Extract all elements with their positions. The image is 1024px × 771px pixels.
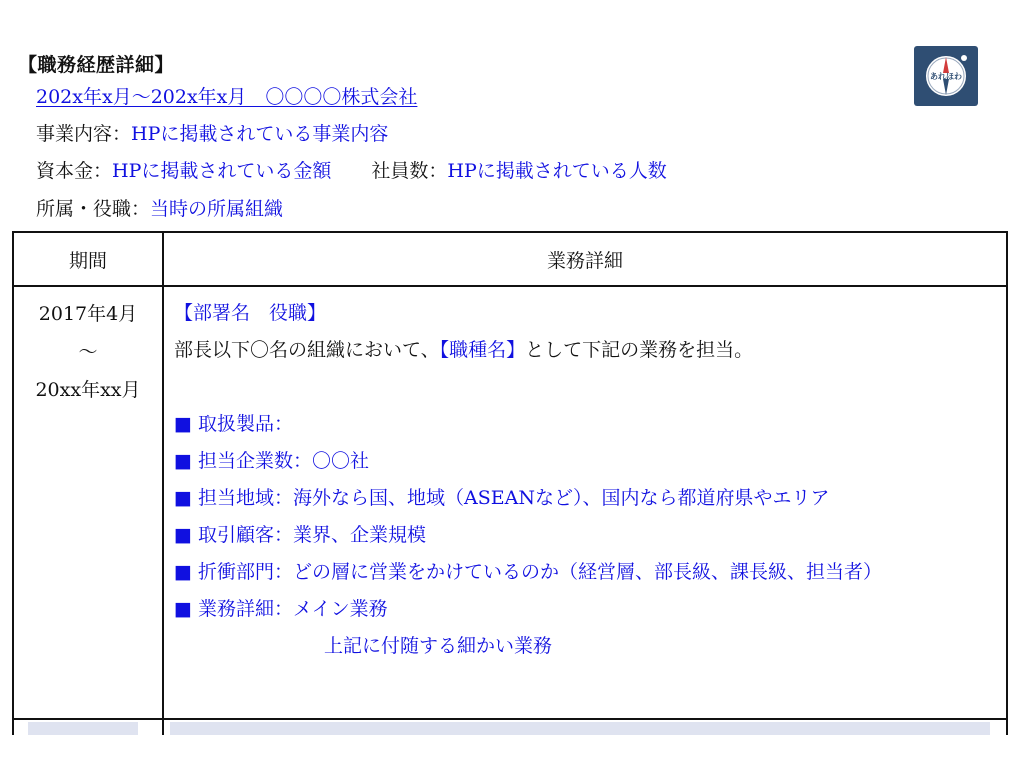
period-start: 2017年4月	[38, 303, 138, 325]
bullet-item: ■ 担当地域：海外なら国、地域（ASEANなど）、国内なら都道府県やエリア	[174, 487, 830, 509]
affiliation-line	[36, 196, 283, 222]
capital-employees-line	[36, 158, 667, 184]
bullet-item: ■ 取引顧客：業界、企業規模	[174, 524, 426, 546]
table-row	[13, 286, 1007, 719]
employees-value: HPに掲載されている人数	[447, 160, 667, 182]
company-period-line	[36, 84, 417, 110]
business-label: 事業内容：	[36, 123, 132, 145]
table-header-row	[13, 232, 1007, 286]
bullet-item: ■ 取扱製品：	[174, 413, 293, 435]
affiliation-value: 当時の所属組織	[150, 198, 284, 220]
bullet-sub-item: 上記に付随する細かい業務	[324, 635, 553, 657]
period-separator: 〜	[78, 341, 98, 363]
dept-title: 【部署名 役職】	[174, 302, 327, 324]
business-value: HPに掲載されている事業内容	[131, 123, 389, 145]
period-cell	[13, 286, 163, 719]
bullet-item: ■ 折衝部門：どの層に営業をかけているのか（経営層、部長級、課長級、担当者）	[174, 561, 882, 583]
company-logo	[914, 46, 978, 106]
affiliation-label: 所属・役職：	[36, 198, 151, 220]
summary-post: として下記の業務を担当。	[525, 339, 754, 361]
bullet-item: ■ 業務詳細：メイン業務	[174, 598, 388, 620]
company-period-text: 202x年x月〜202x年x月 〇〇〇〇株式会社	[36, 86, 418, 108]
business-line	[36, 121, 388, 147]
header-details: 業務詳細	[163, 232, 1007, 286]
details-cell	[163, 286, 1007, 719]
employees-label: 社員数：	[371, 160, 448, 182]
svg-text:あれほわ: あれほわ	[930, 72, 962, 81]
compass-icon	[914, 46, 978, 106]
capital-label: 資本金：	[36, 160, 113, 182]
summary-line	[174, 332, 1006, 369]
capital-value: HPに掲載されている金額	[112, 160, 332, 182]
section-title: 【職務経歴詳細】	[18, 54, 175, 76]
bullet-item: ■ 担当企業数：〇〇社	[174, 450, 369, 472]
header-period: 期間	[13, 232, 163, 286]
summary-job: 【職種名】	[439, 339, 526, 361]
work-detail-table	[12, 231, 1008, 754]
period-end: 20xx年xx月	[35, 379, 141, 401]
summary-pre: 部長以下〇名の組織において、	[174, 339, 440, 361]
